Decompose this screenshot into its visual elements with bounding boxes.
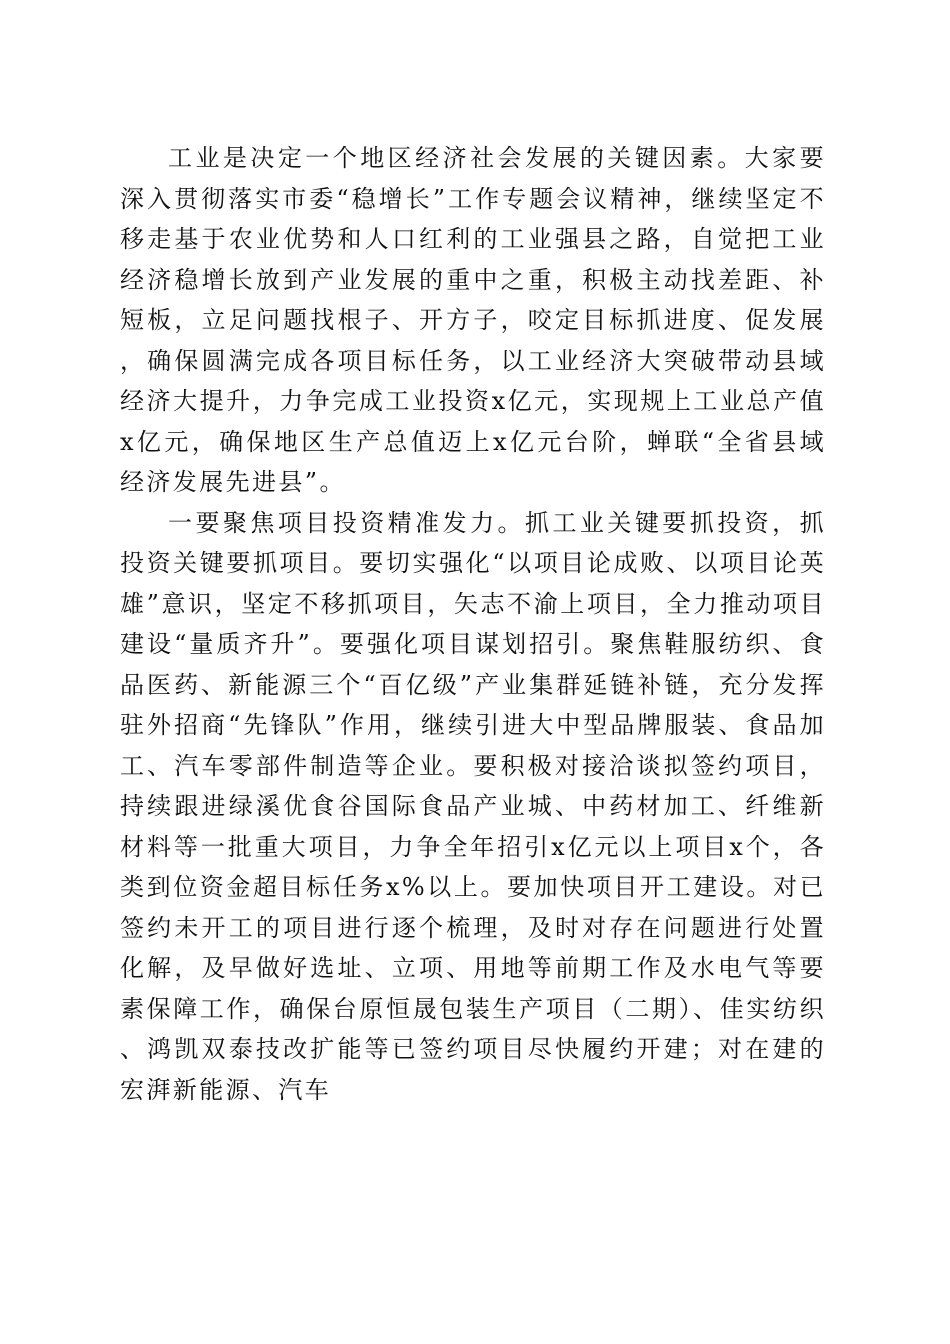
paragraph-industry-key-factor: 工业是决定一个地区经济社会发展的关键因素。大家要深入贯彻落实市委“稳增长”工作专题会议精神，继续坚定不移走基于农业优势和人口红利的工业强县之路，自觉把工业经济稳增长放到产业发展的重中之重，积极主动找差距、补短板，立足问题找根子、开方子，咬定目标抓进度、促发展，确保圆满完成各项目标任务，以工业经济大突破带动县域经济大提升，力争完成工业投资x亿元，实现规上工业总产值x亿元，确保地区生产总值迈上x亿元台阶，蝉联“全省县域经济发展先进县”。	[120, 144, 826, 496]
paragraph-project-investment: 一要聚焦项目投资精准发力。抓工业关键要抓投资，抓投资关键要抓项目。要切实强化“以项目论成败、以项目论英雄”意识，坚定不移抓项目，矢志不渝上项目，全力推动项目建设“量质齐升”。要强化项目谋划招引。聚焦鞋服纺织、食品医药、新能源三个“百亿级”产业集群延链补链，充分发挥驻外招商“先锋队”作用，继续引进大中型品牌服装、食品加工、汽车零部件制造等企业。要积极对接洽谈拟签约项目，持续跟进绿溪优食谷国际食品产业城、中药材加工、纤维新材料等一批重大项目，力争全年招引x亿元以上项目x个，各类到位资金超目标任务x%以上。要加快项目开工建设。对已签约未开工的项目进行逐个梳理，及时对存在问题进行处置化解，及早做好选址、立项、用地等前期工作及水电气等要素保障工作，确保台原恒晟包装生产项目（二期）、佳实纺织、鸿凯双泰技改扩能等已签约项目尽快履约开建；对在建的宏湃新能源、汽车	[120, 508, 826, 1104]
document-body	[120, 138, 826, 1110]
